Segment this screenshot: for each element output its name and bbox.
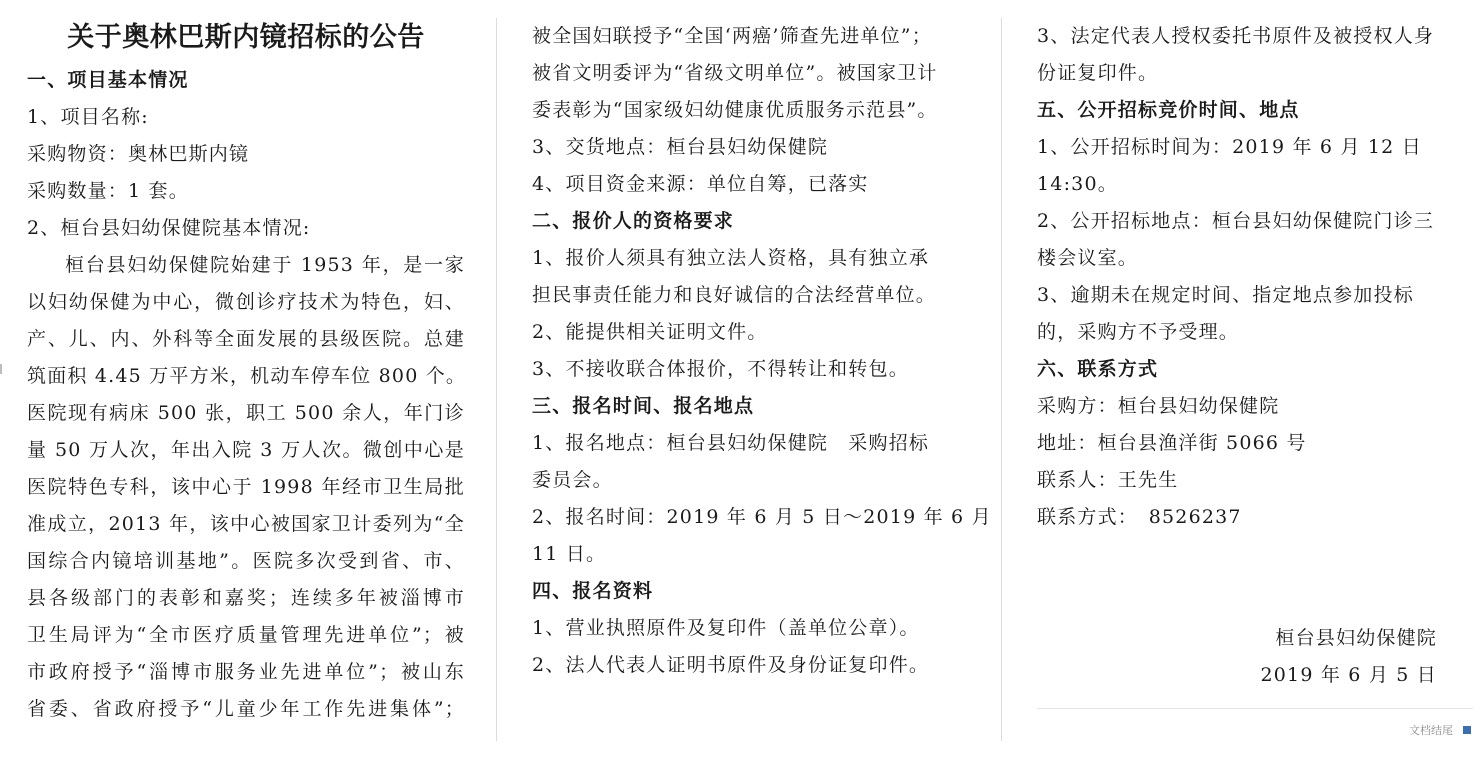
document-end-rule (1037, 708, 1473, 709)
document-item: 3、法定代表人授权委托书原件及被授权人身 (1037, 25, 1435, 47)
hospital-description-line: 卫生局评为“全市医疗质量管理先进单位”；被 (27, 624, 465, 646)
registration-location: 委员会。 (532, 469, 613, 491)
requirement-item: 担民事责任能力和良好诚信的合法经营单位。 (532, 284, 937, 306)
signature-organization: 桓台县妇幼保健院 (1275, 627, 1437, 649)
section-heading-contact: 六、联系方式 (1037, 358, 1159, 380)
column-right (1037, 18, 1455, 536)
document-item: 2、法人代表人证明书原件及身份证复印件。 (532, 654, 930, 676)
hospital-description-line: 省委、省政府授予“儿童少年工作先进集体”； (27, 698, 465, 720)
hospital-description-line: 委表彰为“国家级妇幼健康优质服务示范县”。 (532, 99, 938, 121)
document-item: 份证复印件。 (1037, 62, 1159, 84)
bidding-location: 2、公开招标地点：桓台县妇幼保健院门诊三 (1037, 210, 1435, 232)
requirement-item: 3、不接收联合体报价，不得转让和转包。 (532, 358, 909, 380)
hospital-description-line: 产、儿、内、外科等全面发展的县级医院。总建 (27, 328, 465, 350)
hospital-description-line: 准成立，2013 年，该中心被国家卫计委列为“全 (27, 513, 465, 535)
hospital-description-line: 桓台县妇幼保健院始建于 1953 年，是一家 (65, 254, 465, 276)
procured-goods: 采购物资：奥林巴斯内镜 (27, 143, 250, 165)
hospital-description (27, 247, 465, 728)
contact-phone: 联系方式： 8526237 (1037, 506, 1242, 528)
late-bid-notice: 3、逾期未在规定时间、指定地点参加投标 (1037, 284, 1414, 306)
column-middle (532, 18, 992, 684)
requirement-item: 1、报价人须具有独立法人资格，具有独立承 (532, 247, 930, 269)
registration-time: 2、报名时间：2019 年 6 月 5 日～2019 年 6 月 (532, 506, 992, 528)
procured-quantity: 采购数量：1 套。 (27, 180, 189, 202)
hospital-info-label: 2、桓台县妇幼保健院基本情况: (27, 217, 311, 239)
signature-date: 2019 年 6 月 5 日 (1260, 664, 1437, 686)
bidding-time: 14:30。 (1037, 173, 1118, 195)
registration-time: 11 日。 (532, 543, 607, 565)
hospital-description-line: 被省文明委评为“省级文明单位”。被国家卫计 (532, 62, 938, 84)
page-edge-marker (0, 364, 2, 374)
requirement-item: 2、能提供相关证明文件。 (532, 321, 768, 343)
bidding-time: 1、公开招标时间为：2019 年 6 月 12 日 (1037, 136, 1422, 158)
contact-address: 地址：桓台县渔洋街 5066 号 (1037, 432, 1307, 454)
contact-person: 联系人：王先生 (1037, 469, 1179, 491)
section-heading-documents: 四、报名资料 (532, 580, 654, 602)
hospital-description-line: 以妇幼保健为中心，微创诊疗技术为特色，妇、 (27, 291, 465, 313)
hospital-description-line: 量 50 万人次，年出入院 3 万人次。微创中心是 (27, 439, 465, 461)
hospital-description-line: 县各级部门的表彰和嘉奖；连续多年被淄博市 (27, 587, 465, 609)
section-heading-bidding: 五、公开招标竞价时间、地点 (1037, 99, 1300, 121)
section-heading-project-info: 一、项目基本情况 (27, 69, 189, 91)
document-item: 1、营业执照原件及复印件（盖单位公章）。 (532, 617, 920, 639)
column-divider (496, 18, 497, 741)
delivery-location: 3、交货地点：桓台县妇幼保健院 (532, 136, 829, 158)
bidding-location: 楼会议室。 (1037, 247, 1139, 269)
project-name-label: 1、项目名称: (27, 106, 149, 128)
document-end-label: 文档结尾 (1409, 724, 1453, 737)
section-heading-qualifications: 二、报价人的资格要求 (532, 210, 735, 232)
column-left (27, 18, 465, 728)
contact-buyer: 采购方：桓台县妇幼保健院 (1037, 395, 1280, 417)
hospital-description-line: 筑面积 4.45 万平方米，机动车停车位 800 个。 (27, 365, 467, 387)
page-title: 关于奥林巴斯内镜招标的公告 (67, 22, 425, 53)
hospital-description-line: 国综合内镜培训基地”。医院多次受到省、市、 (27, 550, 465, 572)
document-end-square-icon (1463, 726, 1471, 734)
late-bid-notice: 的，采购方不予受理。 (1037, 321, 1240, 343)
hospital-description-line: 市政府授予“淄博市服务业先进单位”；被山东 (27, 661, 465, 683)
registration-location: 1、报名地点：桓台县妇幼保健院 采购招标 (532, 432, 930, 454)
hospital-description-line: 被全国妇联授予“全国‘两癌’筛查先进单位”； (532, 25, 932, 47)
hospital-description-line: 医院现有病床 500 张，职工 500 余人，年门诊 (27, 402, 465, 424)
funding-source: 4、项目资金来源：单位自筹，已落实 (532, 173, 869, 195)
section-heading-registration: 三、报名时间、报名地点 (532, 395, 755, 417)
column-divider (1001, 18, 1002, 741)
hospital-description-line: 医院特色专科，该中心于 1998 年经市卫生局批 (27, 476, 465, 498)
